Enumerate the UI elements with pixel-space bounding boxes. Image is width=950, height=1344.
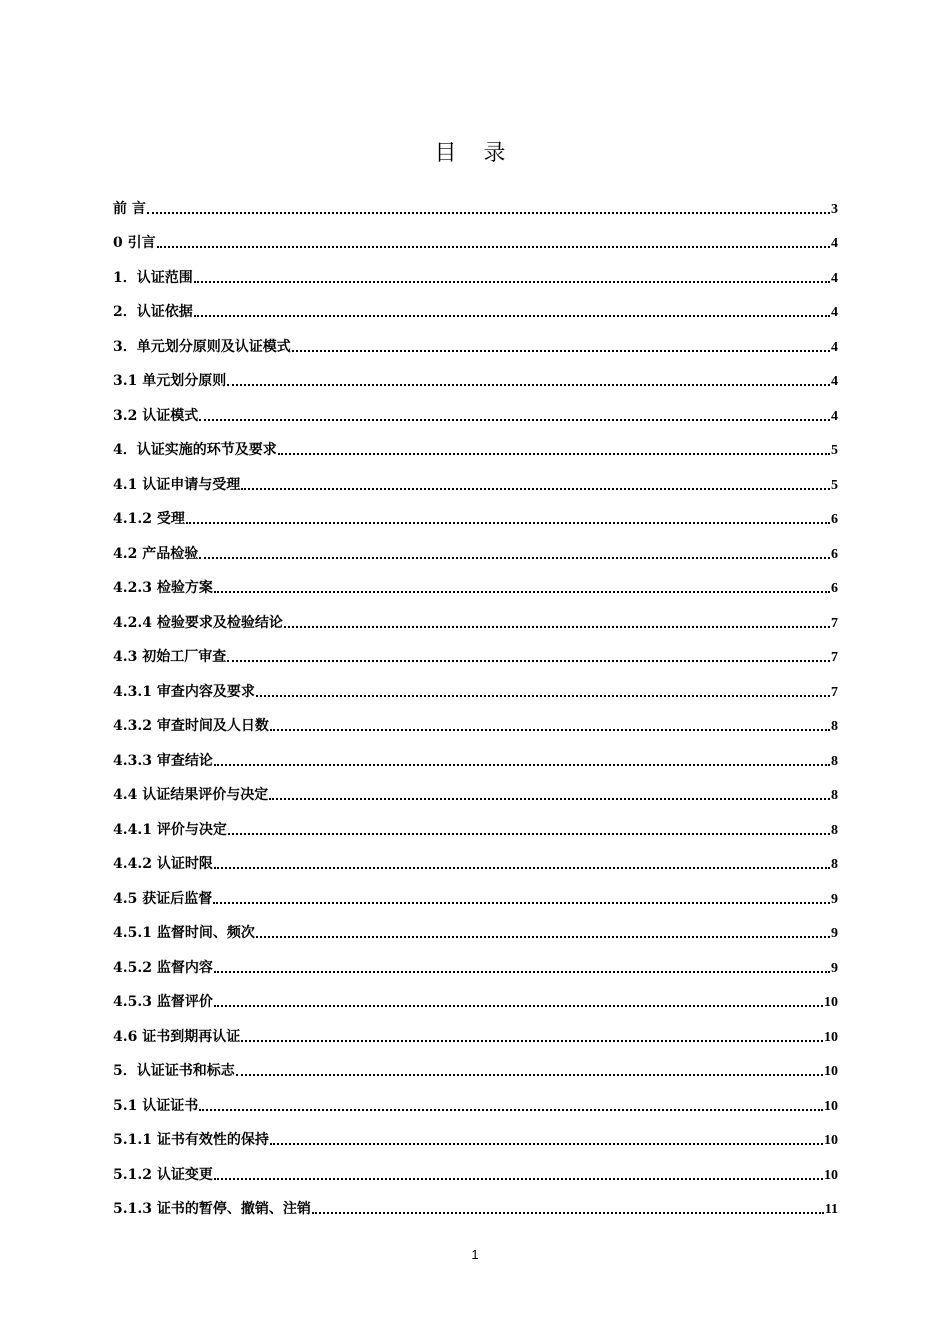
toc-entry[interactable] bbox=[113, 873, 838, 908]
toc-leader-dots bbox=[241, 488, 830, 490]
toc-entry-page: 7 bbox=[831, 650, 838, 665]
toc-entry-label: 5.1.2 认证变更 bbox=[113, 1166, 213, 1183]
toc-entry[interactable] bbox=[113, 425, 838, 460]
toc-leader-dots bbox=[214, 971, 830, 973]
toc-leader-dots bbox=[236, 1074, 823, 1076]
toc-leader-dots bbox=[186, 522, 830, 524]
toc-entry[interactable] bbox=[113, 1011, 838, 1046]
toc-leader-dots bbox=[256, 936, 830, 938]
toc-leader-dots bbox=[227, 384, 830, 386]
toc-entry[interactable] bbox=[113, 459, 838, 494]
toc-entry-page: 8 bbox=[831, 788, 838, 803]
toc-entry-page: 6 bbox=[831, 546, 838, 562]
toc-entry[interactable] bbox=[113, 908, 838, 943]
toc-entry-label: 1．认证范围 bbox=[113, 269, 193, 286]
toc-leader-dots bbox=[214, 1005, 823, 1007]
table-of-contents bbox=[113, 183, 838, 1218]
toc-entry-page: 8 bbox=[831, 857, 838, 872]
toc-entry-label: 4.5 获证后监督 bbox=[113, 890, 213, 907]
toc-leader-dots bbox=[269, 798, 830, 800]
toc-entry[interactable] bbox=[113, 356, 838, 391]
toc-entry[interactable] bbox=[113, 770, 838, 805]
toc-entry-label: 4.5.1 监督时间、频次 bbox=[113, 925, 255, 941]
toc-entry-page: 5 bbox=[831, 443, 838, 458]
toc-leader-dots bbox=[292, 350, 830, 352]
toc-entry[interactable] bbox=[113, 1115, 838, 1150]
toc-entry-label: 4.1.2 受理 bbox=[113, 511, 185, 527]
toc-entry-label: 4.2 产品检验 bbox=[113, 545, 199, 562]
toc-entry-label: 3.1 单元划分原则 bbox=[113, 373, 227, 389]
toc-entry-label: 4.4 认证结果评价与决定 bbox=[113, 787, 269, 803]
toc-entry-page: 10 bbox=[824, 1167, 838, 1183]
toc-entry[interactable] bbox=[113, 701, 838, 736]
toc-entry-page: 4 bbox=[831, 270, 838, 286]
toc-entry-page: 10 bbox=[824, 1098, 838, 1114]
toc-entry[interactable] bbox=[113, 494, 838, 529]
toc-leader-dots bbox=[227, 660, 830, 662]
toc-entry[interactable] bbox=[113, 252, 838, 287]
toc-entry-label: 4.3 初始工厂审查 bbox=[113, 649, 227, 665]
toc-entry-label: 3．单元划分原则及认证模式 bbox=[113, 338, 291, 355]
toc-entry[interactable] bbox=[113, 735, 838, 770]
toc-entry-label: 2．认证依据 bbox=[113, 304, 193, 320]
toc-leader-dots bbox=[214, 867, 830, 869]
toc-entry-label: 4.3.3 审查结论 bbox=[113, 752, 213, 769]
toc-entry-label: 5.1.1 证书有效性的保持 bbox=[113, 1132, 269, 1148]
toc-leader-dots bbox=[312, 1212, 824, 1214]
toc-entry[interactable] bbox=[113, 390, 838, 425]
toc-entry-label: 4.6 证书到期再认证 bbox=[113, 1028, 241, 1045]
toc-leader-dots bbox=[270, 1143, 823, 1145]
toc-leader-dots bbox=[147, 212, 830, 214]
toc-entry-label: 4.3.2 审查时间及人日数 bbox=[113, 718, 269, 734]
toc-leader-dots bbox=[213, 902, 830, 904]
toc-entry[interactable] bbox=[113, 666, 838, 701]
toc-entry-page: 4 bbox=[831, 236, 838, 251]
toc-entry[interactable] bbox=[113, 563, 838, 598]
toc-entry-page: 9 bbox=[831, 960, 838, 976]
toc-entry[interactable] bbox=[113, 977, 838, 1012]
page-number: 1 bbox=[471, 1247, 479, 1262]
toc-entry-page: 8 bbox=[831, 753, 838, 769]
toc-entry-page: 10 bbox=[824, 1029, 838, 1045]
toc-entry[interactable] bbox=[113, 632, 838, 667]
toc-entry-label: 前 言 bbox=[113, 200, 146, 217]
toc-leader-dots bbox=[199, 557, 830, 559]
toc-entry-label: 4.1 认证申请与受理 bbox=[113, 476, 241, 493]
toc-entry-label: 4.5.2 监督内容 bbox=[113, 959, 213, 976]
toc-entry[interactable] bbox=[113, 1149, 838, 1184]
toc-entry[interactable] bbox=[113, 287, 838, 322]
toc-entry-page: 9 bbox=[831, 891, 838, 907]
toc-entry-page: 11 bbox=[824, 1202, 838, 1217]
toc-entry-page: 8 bbox=[831, 719, 838, 734]
toc-leader-dots bbox=[214, 764, 830, 766]
toc-entry-label: 5.1 认证证书 bbox=[113, 1097, 199, 1114]
toc-leader-dots bbox=[214, 1178, 823, 1180]
toc-entry-page: 10 bbox=[824, 1133, 838, 1148]
toc-entry[interactable] bbox=[113, 528, 838, 563]
toc-entry-label: 4.4.1 评价与决定 bbox=[113, 821, 227, 838]
toc-entry-label: 5．认证证书和标志 bbox=[113, 1063, 235, 1079]
toc-leader-dots bbox=[157, 246, 830, 248]
toc-entry-page: 8 bbox=[831, 822, 838, 838]
toc-leader-dots bbox=[241, 1040, 823, 1042]
toc-entry-page: 3 bbox=[831, 201, 838, 217]
page-title: 目 录 bbox=[434, 141, 516, 166]
toc-entry-label: 4.4.2 认证时限 bbox=[113, 856, 213, 872]
toc-entry-label: 0 引言 bbox=[113, 235, 156, 251]
toc-entry-page: 6 bbox=[831, 581, 838, 596]
toc-entry-label: 4.2.3 检验方案 bbox=[113, 580, 213, 596]
toc-entry[interactable] bbox=[113, 321, 838, 356]
toc-entry-label: 4.2.4 检验要求及检验结论 bbox=[113, 614, 283, 631]
toc-entry-page: 10 bbox=[824, 1064, 838, 1079]
toc-leader-dots bbox=[256, 695, 830, 697]
toc-leader-dots bbox=[199, 1109, 823, 1111]
toc-entry[interactable] bbox=[113, 1080, 838, 1115]
toc-leader-dots bbox=[199, 419, 830, 421]
toc-entry[interactable] bbox=[113, 1046, 838, 1081]
toc-leader-dots bbox=[278, 453, 830, 455]
toc-leader-dots bbox=[194, 281, 830, 283]
toc-entry[interactable] bbox=[113, 218, 838, 253]
toc-entry[interactable] bbox=[113, 597, 838, 632]
toc-entry[interactable] bbox=[113, 839, 838, 874]
toc-entry[interactable] bbox=[113, 804, 838, 839]
toc-entry-label: 4.3.1 审查内容及要求 bbox=[113, 683, 255, 700]
toc-entry-page: 7 bbox=[831, 684, 838, 700]
toc-leader-dots bbox=[214, 591, 830, 593]
toc-entry[interactable] bbox=[113, 942, 838, 977]
toc-entry-page: 4 bbox=[831, 305, 838, 320]
toc-entry-page: 4 bbox=[831, 339, 838, 355]
toc-entry-page: 4 bbox=[831, 408, 838, 424]
toc-entry-page: 9 bbox=[831, 926, 838, 941]
toc-leader-dots bbox=[270, 729, 830, 731]
toc-entry-label: 3.2 认证模式 bbox=[113, 407, 199, 424]
toc-leader-dots bbox=[194, 315, 830, 317]
toc-entry-page: 7 bbox=[831, 615, 838, 631]
toc-entry-page: 10 bbox=[824, 995, 838, 1010]
toc-entry-label: 4．认证实施的环节及要求 bbox=[113, 442, 277, 458]
toc-entry-page: 5 bbox=[831, 477, 838, 493]
toc-leader-dots bbox=[284, 626, 830, 628]
toc-entry[interactable] bbox=[113, 1184, 838, 1219]
toc-entry-page: 6 bbox=[831, 512, 838, 527]
toc-entry-label: 4.5.3 监督评价 bbox=[113, 994, 213, 1010]
toc-entry-label: 5.1.3 证书的暂停、撤销、注销 bbox=[113, 1201, 311, 1217]
toc-entry-page: 4 bbox=[831, 374, 838, 389]
toc-entry[interactable] bbox=[113, 183, 838, 218]
toc-leader-dots bbox=[228, 833, 830, 835]
